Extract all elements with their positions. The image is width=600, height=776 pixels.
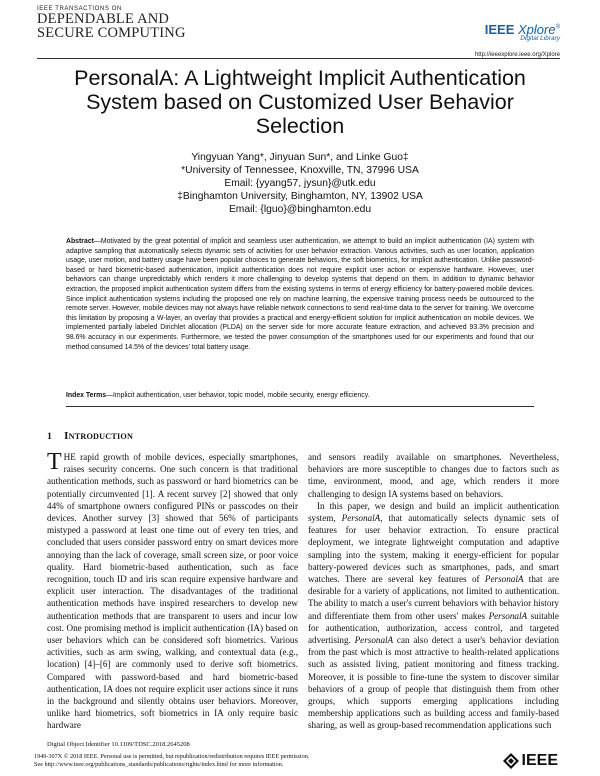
section-title-rest: NTRODUCTION [68, 432, 134, 441]
p2-b: , that automatically selects dynamic sets of features for user behavior extraction. To ensure practical deployment, we integrate lightweight computation and adaptive sampling into the system, making it energy-efficient for popular battery-powered devices such as smartphones, pads, and smart watches. There are several key features of [308, 513, 559, 585]
doi: Digital Object Identifier 10.1109/TDSC.2018.2645208 [47, 741, 190, 748]
author-block [40, 151, 560, 216]
ieee-logo-text: IEEE [521, 752, 558, 769]
xplore-ieee: IEEE [484, 22, 515, 37]
drop-cap: T [47, 449, 62, 475]
email-2: Email: {lguo}@binghamton.edu [228, 204, 372, 215]
system-name: PersonalA [354, 635, 394, 646]
paper-title: PersonalA: A Lightweight Implicit Authentication System based on Customized User Behavior Selection [74, 66, 526, 138]
abstract-divider [66, 406, 534, 407]
intro-paragraph-1 [47, 451, 298, 732]
section-title-first: I [64, 430, 69, 442]
journal-name-line2: SECURE COMPUTING [37, 25, 186, 41]
p2-c: that are desirable for a variety of applications, not limited to authentication. The ability to match a user's current behaviors with behavior history and differentiate them from other users' makes [308, 574, 559, 621]
abstract-label: Abstract [66, 238, 94, 245]
system-name: PersonalA [488, 610, 528, 621]
section-heading [47, 430, 133, 442]
body-column-left [47, 451, 298, 732]
left-text: rapid growth of mobile devices, especially smartphones, raises security concerns. One such concern is that traditional authentication methods, such as password or hard biometrics can be potentially circumvented [1]. A recent survey [2] showed that only 44% of smartphone owners configured PINs or passcodes on their devices. Another survey [3] showed that 56% of participants mistyped a password at least one time out of every ten tries, and concluded that users consider password entry on smart devices more annoying than the lack of coverage, small screen size, or poor voice quality. Hard biometric-based authentication, such as face recognition, touch ID and iris scan require expensive hardware and explicit user interaction. The disadvantages of the traditional authentication methods have inspired researchers to develop new authentication methods that are transparent to users and incur low cost. One promising method is implicit authentication (IA) based on user behaviors which can be considered soft biometrics. Various activities, such as arm swing, walking, and contextual data (e.g., location) [4]–[6] are commonly used to derive soft biometrics. Compared with password-based and hard biometric-based authentication, IA does not require explicit user actions since it runs in the background and silently obtains user behaviors. Moreover, unlike hard biometrics, soft biometrics in IA only require basic hardware [47, 452, 298, 731]
rights-link-text[interactable]: See http://www.ieee.org/publications_standards/publications/rights/index.html for more information. [34, 761, 284, 768]
p2-d: suitable for authentication, authorization, access control, and targeted advertising. [308, 610, 559, 646]
ieee-logo [503, 752, 558, 770]
email-1: Email: {yyang57, jysun}@utk.edu [224, 178, 376, 189]
xplore-name: Xplore [518, 22, 556, 37]
abstract-text: —Motivated by the great potential of implicit and seamless user authentication, we attempt to build an implicit authentication (IA) system with adaptive sampling that automatically selects dynamic sets of activities for user behavior extraction. Various activities, such as user location, application usage, user motion, and battery usage have been popular choices to generate behaviors, the soft biometrics, for implicit authentication. Unlike password-based or hard biometric-based authentication, implicit authentication does not require explicit user action or expensive hardware. However, user behaviors can change unpredictably which renders it more challenging to develop systems that depend on them. In addition to dynamic behavior extraction, the proposed implicit authentication system differs from the existing systems in terms of energy efficiency for battery-powered mobile devices. Since implicit authentication systems including the proposed one rely on machine learning, the expensive training process needs be outsourced to the remote server. However, mobile devices may not always have reliable network connections to send real-time data to the server for training. We overcome this limitation by proposing a W-layer, an overlay that provides a practical and energy-efficient solution for implicit authentication on mobile devices. We implemented partially labeled Dirichlet allocation (PLDA) on the server side for more accurate feature extraction, and achieved 93.3% precision and 98.6% accuracy in our experiments. Furthermore, we tested the power consumption of the smartphones used for our experiments and found that our method consumed 14.5% of the devices' total battery usage. [66, 238, 534, 351]
affiliation-1: *University of Tennessee, Knoxville, TN, 37996 USA [181, 165, 419, 176]
header-divider [37, 58, 560, 59]
index-terms-label: Index Terms [66, 392, 107, 399]
p2-e: can also detect a user's behavior deviation from the past which is most attractive to health-related applications such as assisted living, patient monitoring and fitness tracking. Moreover, it is possible to fine-tune the system to discover similar behaviors of a group of people that distinguish them from other groups, which supports emerging applications including membership applications such as building access and family-based sharing, as well as group-based recommendation applications such [308, 635, 559, 731]
index-terms-text: —Implicit authentication, user behavior, topic model, mobile security, energy efficiency. [106, 392, 370, 399]
body-column-right [308, 451, 559, 732]
copyright-text: 1949-307X © 2018 IEEE. Personal use is permitted, but republication/redistribution requires IEEE permission. [34, 753, 310, 760]
abstract [66, 237, 534, 352]
affiliation-2: ‡Binghamton University, Binghamton, NY, 13902 USA [177, 191, 423, 202]
intro-paragraph-2 [308, 500, 559, 732]
system-name: PersonalA [484, 574, 524, 585]
xplore-reg: ® [555, 24, 560, 31]
first-word: HE [63, 452, 76, 462]
index-terms [66, 391, 534, 401]
intro-paragraph-1-cont: and sensors readily available on smartphones. Nevertheless, behaviors are more susceptible to changes due to factors such as time, environment, mood, and age, which renders it more challenging to design IA systems based on behaviors. [308, 452, 559, 499]
author-names: Yingyuan Yang*, Jinyuan Sun*, and Linke Guo‡ [191, 152, 409, 163]
journal-name-line1: DEPENDABLE AND [37, 11, 170, 27]
copyright-footer [34, 753, 454, 769]
section-number: 1 [47, 431, 53, 442]
digital-library-label: Digital Library [520, 35, 560, 42]
ieee-diamond-icon [503, 753, 519, 769]
xplore-url[interactable]: http://ieeexplore.ieee.org/Xplore [474, 52, 560, 58]
journal-header [37, 6, 186, 40]
p2-a: In this paper, we design and build an implicit authentication system, [308, 500, 559, 524]
ieee-xplore-logo [485, 22, 560, 42]
transactions-label: IEEE TRANSACTIONS ON [37, 6, 122, 12]
system-name: PersonalA [341, 513, 381, 524]
